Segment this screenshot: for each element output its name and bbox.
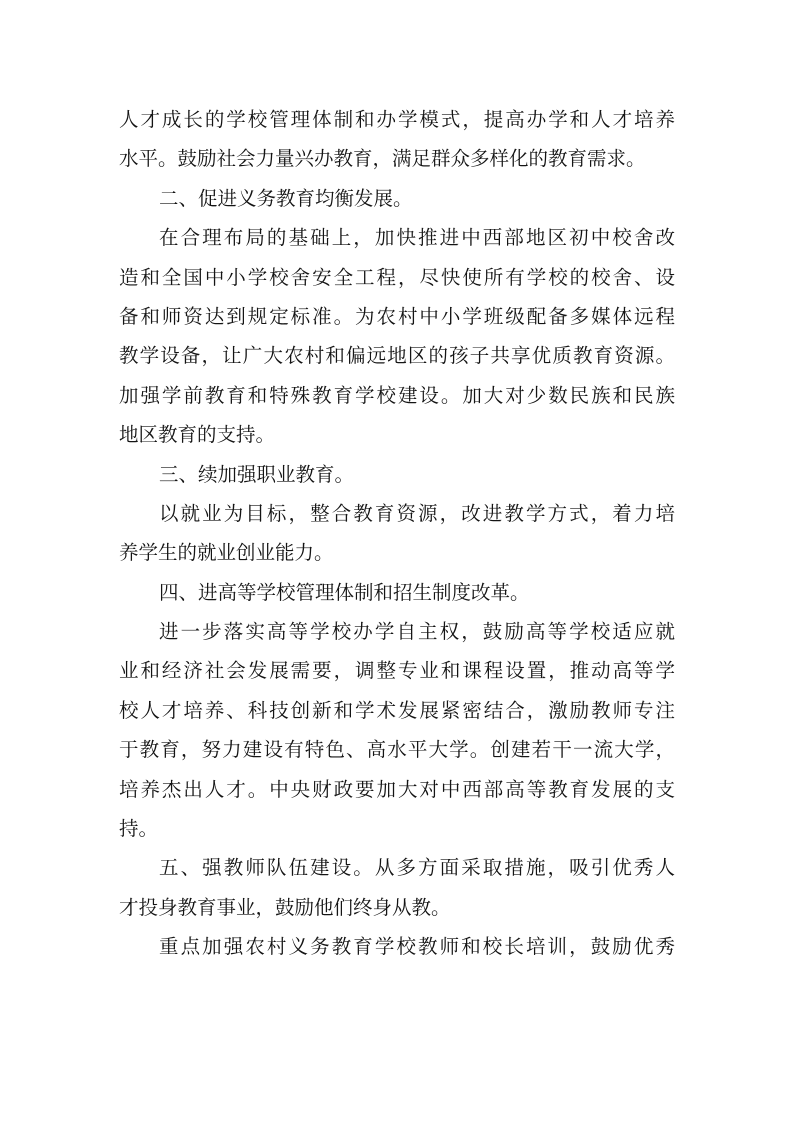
paragraph-line: 人才成长的学校管理体制和办学模式，提高办学和人才培养	[119, 108, 675, 131]
paragraph-line: 业和经济社会发展需要，调整专业和课程设置，推动高等学	[119, 659, 675, 683]
section-heading: 二、促进义务教育均衡发展。	[159, 186, 413, 210]
section-heading: 四、进高等学校管理体制和招生制度改革。	[159, 580, 530, 604]
paragraph-line: 教学设备，让广大农村和偏远地区的孩子共享优质教育资源。	[119, 344, 675, 368]
paragraph-line: 重点加强农村义务教育学校教师和校长培训，鼓励优秀	[159, 935, 675, 959]
paragraph-line: 于教育，努力建设有特色、高水平大学。创建若干一流大学，	[119, 738, 675, 762]
paragraph-line: 培养杰出人才。中央财政要加大对中西部高等教育发展的支	[119, 777, 675, 801]
paragraph-line: 水平。鼓励社会力量兴办教育，满足群众多样化的教育需求。	[119, 147, 646, 171]
section-heading: 三、续加强职业教育。	[159, 462, 355, 486]
document-body	[119, 100, 675, 967]
paragraph-line: 持。	[119, 817, 159, 841]
paragraph-line: 校人才培养、科技创新和学术发展紧密结合，激励教师专注	[119, 698, 675, 722]
section-heading: 五、强教师队伍建设。从多方面采取措施，吸引优秀人	[159, 856, 675, 880]
paragraph-line: 地区教育的支持。	[119, 423, 276, 447]
paragraph-line: 加强学前教育和特殊教育学校建设。加大对少数民族和民族	[119, 383, 675, 407]
paragraph-line: 以就业为目标，整合教育资源，改进教学方式，着力培	[159, 501, 675, 525]
paragraph-line: 养学生的就业创业能力。	[119, 541, 334, 565]
paragraph-line: 才投身教育事业，鼓励他们终身从教。	[119, 895, 451, 919]
paragraph-line: 造和全国中小学校舍安全工程，尽快使所有学校的校舍、设	[119, 265, 675, 289]
paragraph-line: 备和师资达到规定标准。为农村中小学班级配备多媒体远程	[119, 304, 675, 328]
paragraph-line: 进一步落实高等学校办学自主权，鼓励高等学校适应就	[159, 620, 675, 644]
paragraph-line: 在合理布局的基础上，加快推进中西部地区初中校舍改	[159, 226, 675, 250]
